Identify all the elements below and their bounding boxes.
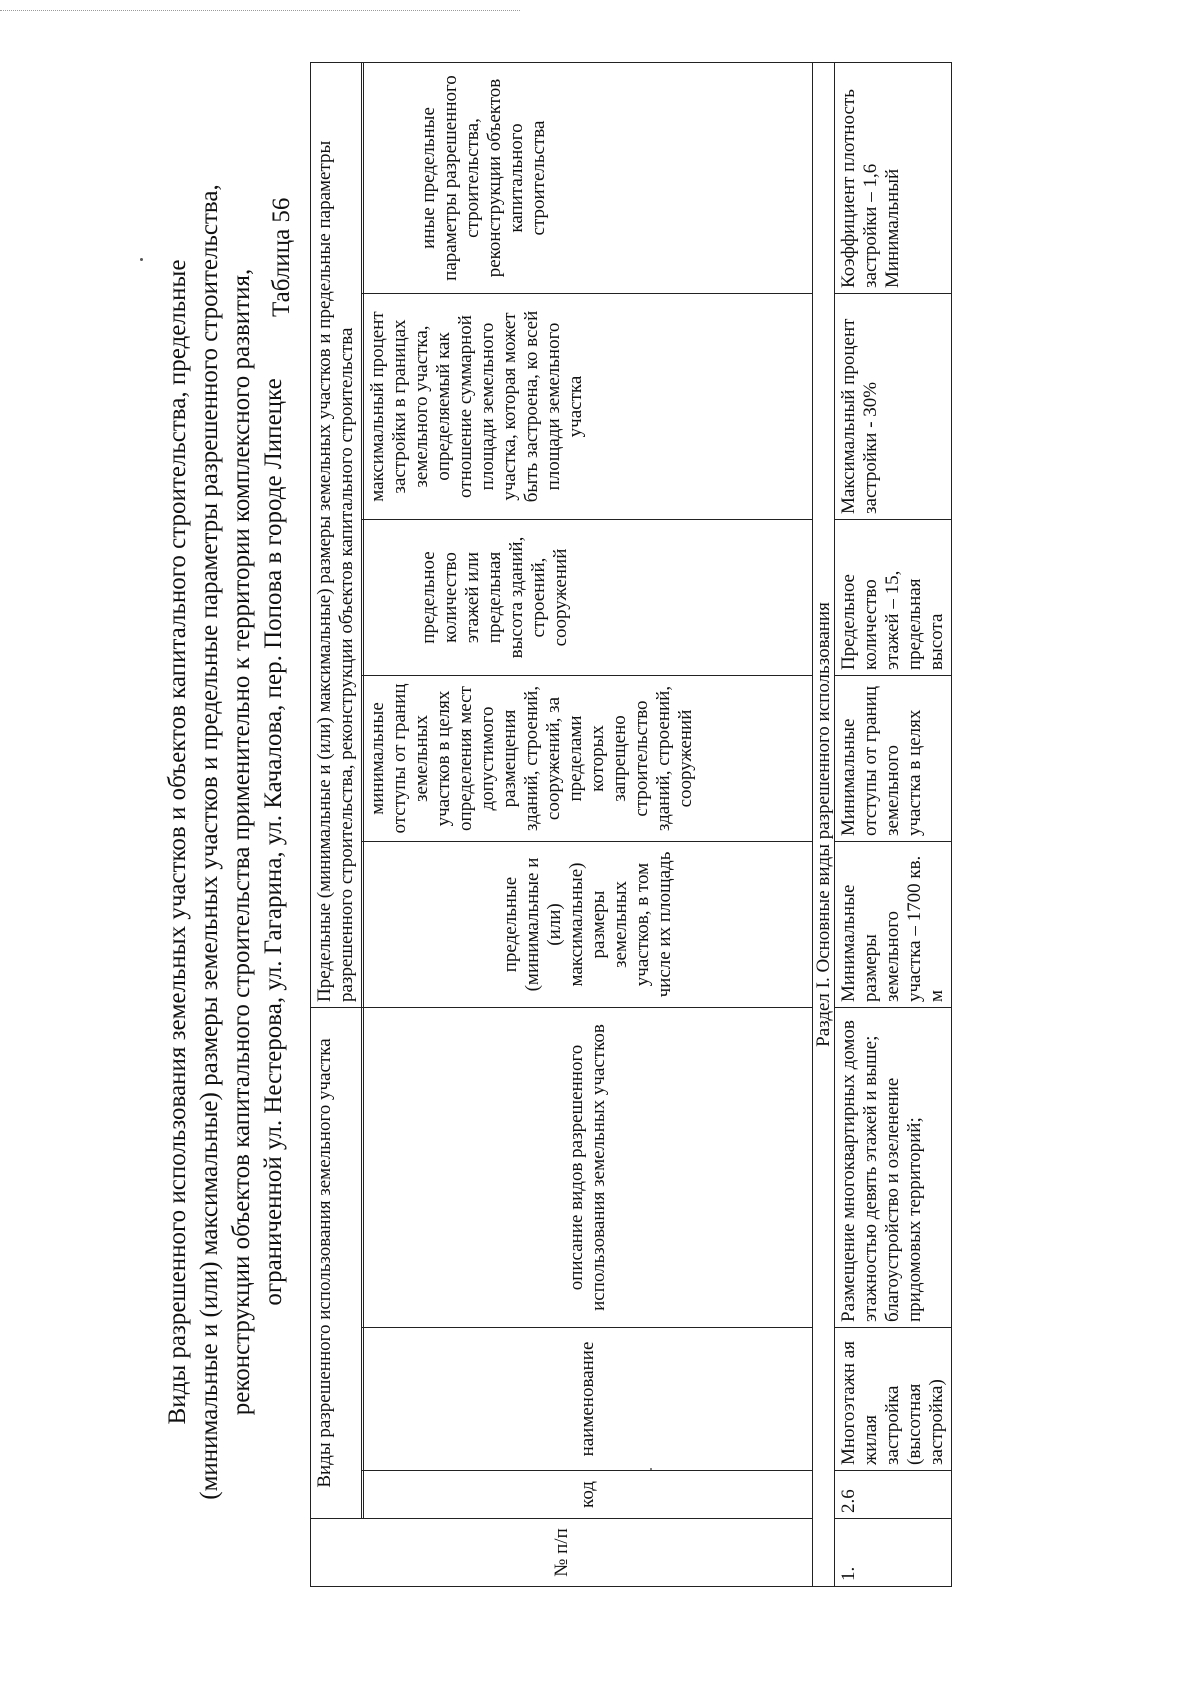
row-num: 1. <box>835 1519 952 1587</box>
section-title: Раздел I. Основные виды разрешенного использования <box>813 63 835 1587</box>
table-number: Таблица 56 <box>268 197 295 317</box>
row-code: 2.6 <box>835 1471 952 1519</box>
header-group-params: Предельные (минимальные и (или) максимальные) размеры земельных участков и предельные параметры разрешенного строительства, реконструкции объектов капитального строительства <box>311 63 362 1008</box>
row-floors: Предельное количество этажей – 15, предельная высота <box>835 520 952 676</box>
heading-line: Виды разрешенного использования земельных участков и объектов капитального строительства, предельные <box>164 259 191 1425</box>
header-name: наименование <box>364 1328 813 1471</box>
document-heading <box>162 147 290 1537</box>
row-other: Коэффициент плотность застройки – 1,6 Минимальный <box>835 63 952 294</box>
header-group-use: Виды разрешенного использования земельного участка <box>311 1008 362 1519</box>
header-other: иные предельные параметры разрешенного строительства, реконструкции объектов капитального строительства <box>364 63 813 294</box>
row-setbacks: Минимальные отступы от границ земельного участка в целях <box>835 676 952 842</box>
row-name: Многоэтажн ая жилая застройка (высотная застройка) <box>835 1328 952 1471</box>
heading-line: ограниченной ул. Нестерова, ул. Гагарина, ул. Качалова, пер. Попова в городе Липецке <box>260 378 287 1306</box>
header-setbacks: минимальные отступы от границ земельных участков в целях определения мест допустимого размещения зданий, строений, сооружений, за пределами которых запрещено строительство зданий, строений, сооружений <box>364 676 813 842</box>
header-description: описание видов разрешенного использования земельных участков <box>364 1008 813 1328</box>
use-types-table <box>310 62 952 1587</box>
table-row <box>835 63 952 1587</box>
heading-line: реконструкции объектов капитального строительства применительно к территории комплексного развития, <box>228 268 255 1416</box>
row-description: Размещение многоквартирных домов этажностью девять этажей и выше; благоустройство и озеленение придомовых территорий; <box>835 1008 952 1328</box>
header-floors: предельное количество этажей или предельная высота зданий, строений, сооружений <box>364 520 813 676</box>
header-percent: максимальный процент застройки в границах земельного участка, определяемый как отношение суммарной площади земельного участка, которая может быть застроена, ко всей площади земельного участка <box>364 294 813 520</box>
header-code: код <box>364 1471 813 1519</box>
header-sizes: предельные (минимальные и (или) максимальные) размеры земельных участков, в том числе их площадь <box>364 842 813 1008</box>
row-percent: Максимальный процент застройки - 30% <box>835 294 952 520</box>
row-sizes: Минимальные размеры земельного участка – 1700 кв. м <box>835 842 952 1008</box>
heading-line: (минимальные и (или) максимальные) размеры земельных участков и предельные параметры разрешенного строительства, <box>196 184 223 1500</box>
header-num: № п/п <box>311 1519 813 1587</box>
